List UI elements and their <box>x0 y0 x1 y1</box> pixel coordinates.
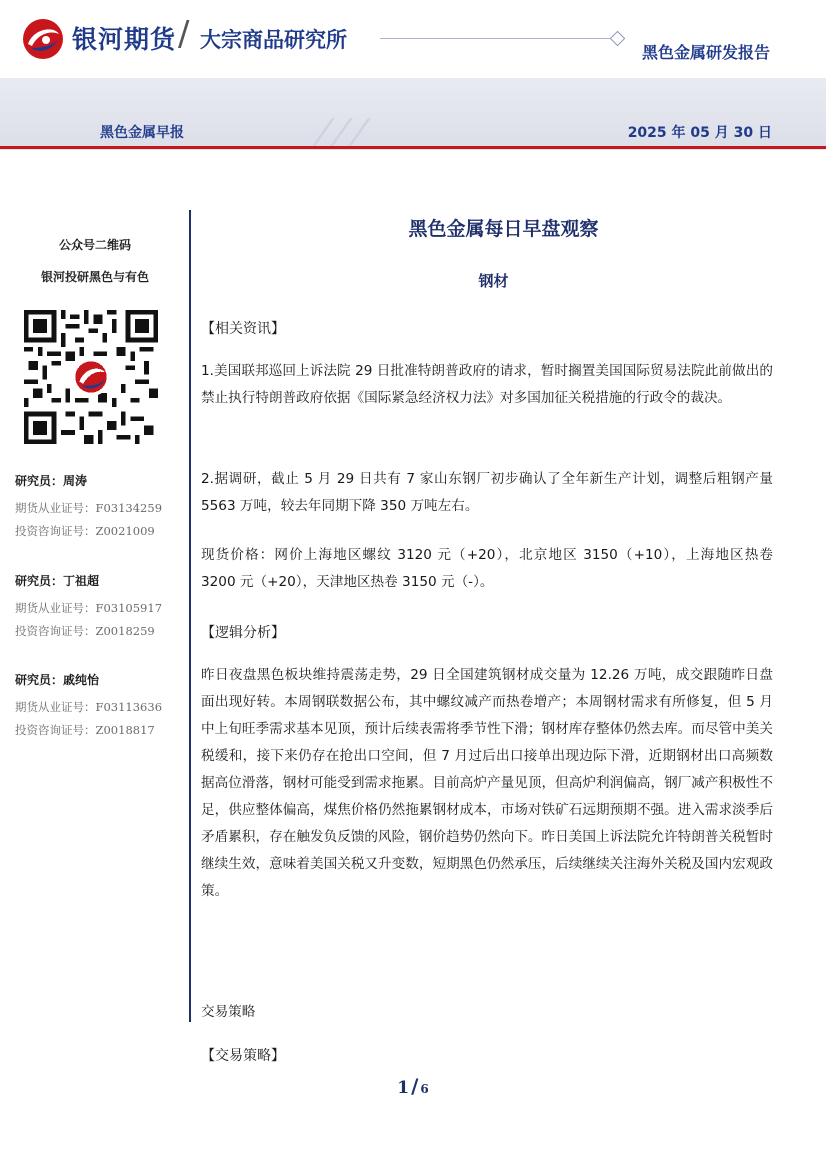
analyst-name: 研究员：丁祖超 <box>15 574 100 588</box>
advisory-license: 投资咨询证号：Z0021009 <box>15 524 155 538</box>
brand-name: 银河期货 <box>72 25 177 54</box>
news-item-2: 2.据调研，截止 5 月 29 日共有 7 家山东钢厂初步确认了全年新生产计划，调整后粗钢产量 5563 万吨，较去年同期下降 350 万吨左右。 <box>201 471 773 514</box>
qr-code-icon <box>24 310 158 444</box>
report-title: 黑色金属每日早盘观察 <box>408 218 599 240</box>
section-heading-logic: 【逻辑分析】 <box>201 625 285 641</box>
section-heading-news: 【相关资讯】 <box>201 321 285 337</box>
futures-license: 期货从业证号：F03134259 <box>15 501 163 515</box>
institute-name: 大宗商品研究所 <box>200 28 347 52</box>
analyst-name: 研究员：周涛 <box>15 474 88 488</box>
advisory-license: 投资咨询证号：Z0018817 <box>15 723 155 737</box>
sidebar-divider <box>189 210 191 1022</box>
page-current: 1 <box>397 1078 410 1098</box>
header-red-rule <box>0 146 826 149</box>
page-total: 6 <box>420 1082 429 1096</box>
brand-divider: / <box>178 14 190 54</box>
strategy-label: 交易策略 <box>201 1004 256 1020</box>
analyst-card <box>15 671 162 742</box>
news-item-1: 1.美国联邦巡回上诉法院 29 日批准特朗普政府的请求，暂时搁置美国国际贸易法院此前做出的禁止执行特朗普政府依据《国际紧急经济权力法》对多国加征关税措施的行政令的裁决。 <box>201 363 773 406</box>
futures-license: 期货从业证号：F03113636 <box>15 700 163 714</box>
qr-caption: 公众号二维码 <box>58 238 131 252</box>
analyst-card <box>15 572 162 643</box>
report-subtitle: 钢材 <box>478 272 509 290</box>
logic-analysis-paragraph: 昨日夜盘黑色板块维持震荡走势，29 日全国建筑钢材成交量为 12.26 万吨，成交跟随昨日盘面出现好转。本周钢联数据公布，其中螺纹减产而热卷增产；本周钢材需求有所修复，但 5 月中上旬旺季需求基本见顶，预计后续表需将季节性下滑；钢材库存整体仍然去库。而尽管中美关税缓和，接下来仍存在抢出口空间，但 7 月过后出口接单出现边际下滑，近期钢材出口高频数据高位滑落，钢材可能受到需求拖累。目前高炉产量见顶，但高炉利润偏高，钢厂减产积极性不足，供应整体偏高，煤焦价格仍然拖累钢材成本，市场对铁矿石远期预期不强。进入需求淡季后矛盾累积，存在触发负反馈的风险，钢价趋势仍然向下。昨日美国上诉法院允许特朗普关税暂时继续生效，意味着美国关税又升变数，短期黑色仍然承压，后续继续关注海外关税及国内宏观政策。 <box>201 667 773 899</box>
header-deco-line <box>380 38 620 39</box>
futures-license: 期货从业证号：F03105917 <box>15 601 163 615</box>
analyst-name: 研究员：戚纯怡 <box>15 673 100 687</box>
advisory-license: 投资咨询证号：Z0018259 <box>15 624 155 638</box>
page-separator: / <box>411 1074 419 1098</box>
doc-kind: 黑色金属早报 <box>100 125 184 141</box>
galaxy-logo-icon <box>22 18 64 60</box>
section-heading-strategy: 【交易策略】 <box>201 1048 285 1064</box>
doc-date: 2025 年 05 月 30 日 <box>627 125 772 141</box>
qr-account-name: 银河投研黑色与有色 <box>40 270 149 284</box>
spot-price-paragraph: 现货价格：网价上海地区螺纹 3120 元（+20），北京地区 3150（+10），上海地区热卷 3200 元（+20），天津地区热卷 3150 元（-）。 <box>201 547 773 590</box>
page-number <box>0 1074 826 1098</box>
report-type: 黑色金属研发报告 <box>641 43 770 62</box>
analyst-card <box>15 472 162 543</box>
